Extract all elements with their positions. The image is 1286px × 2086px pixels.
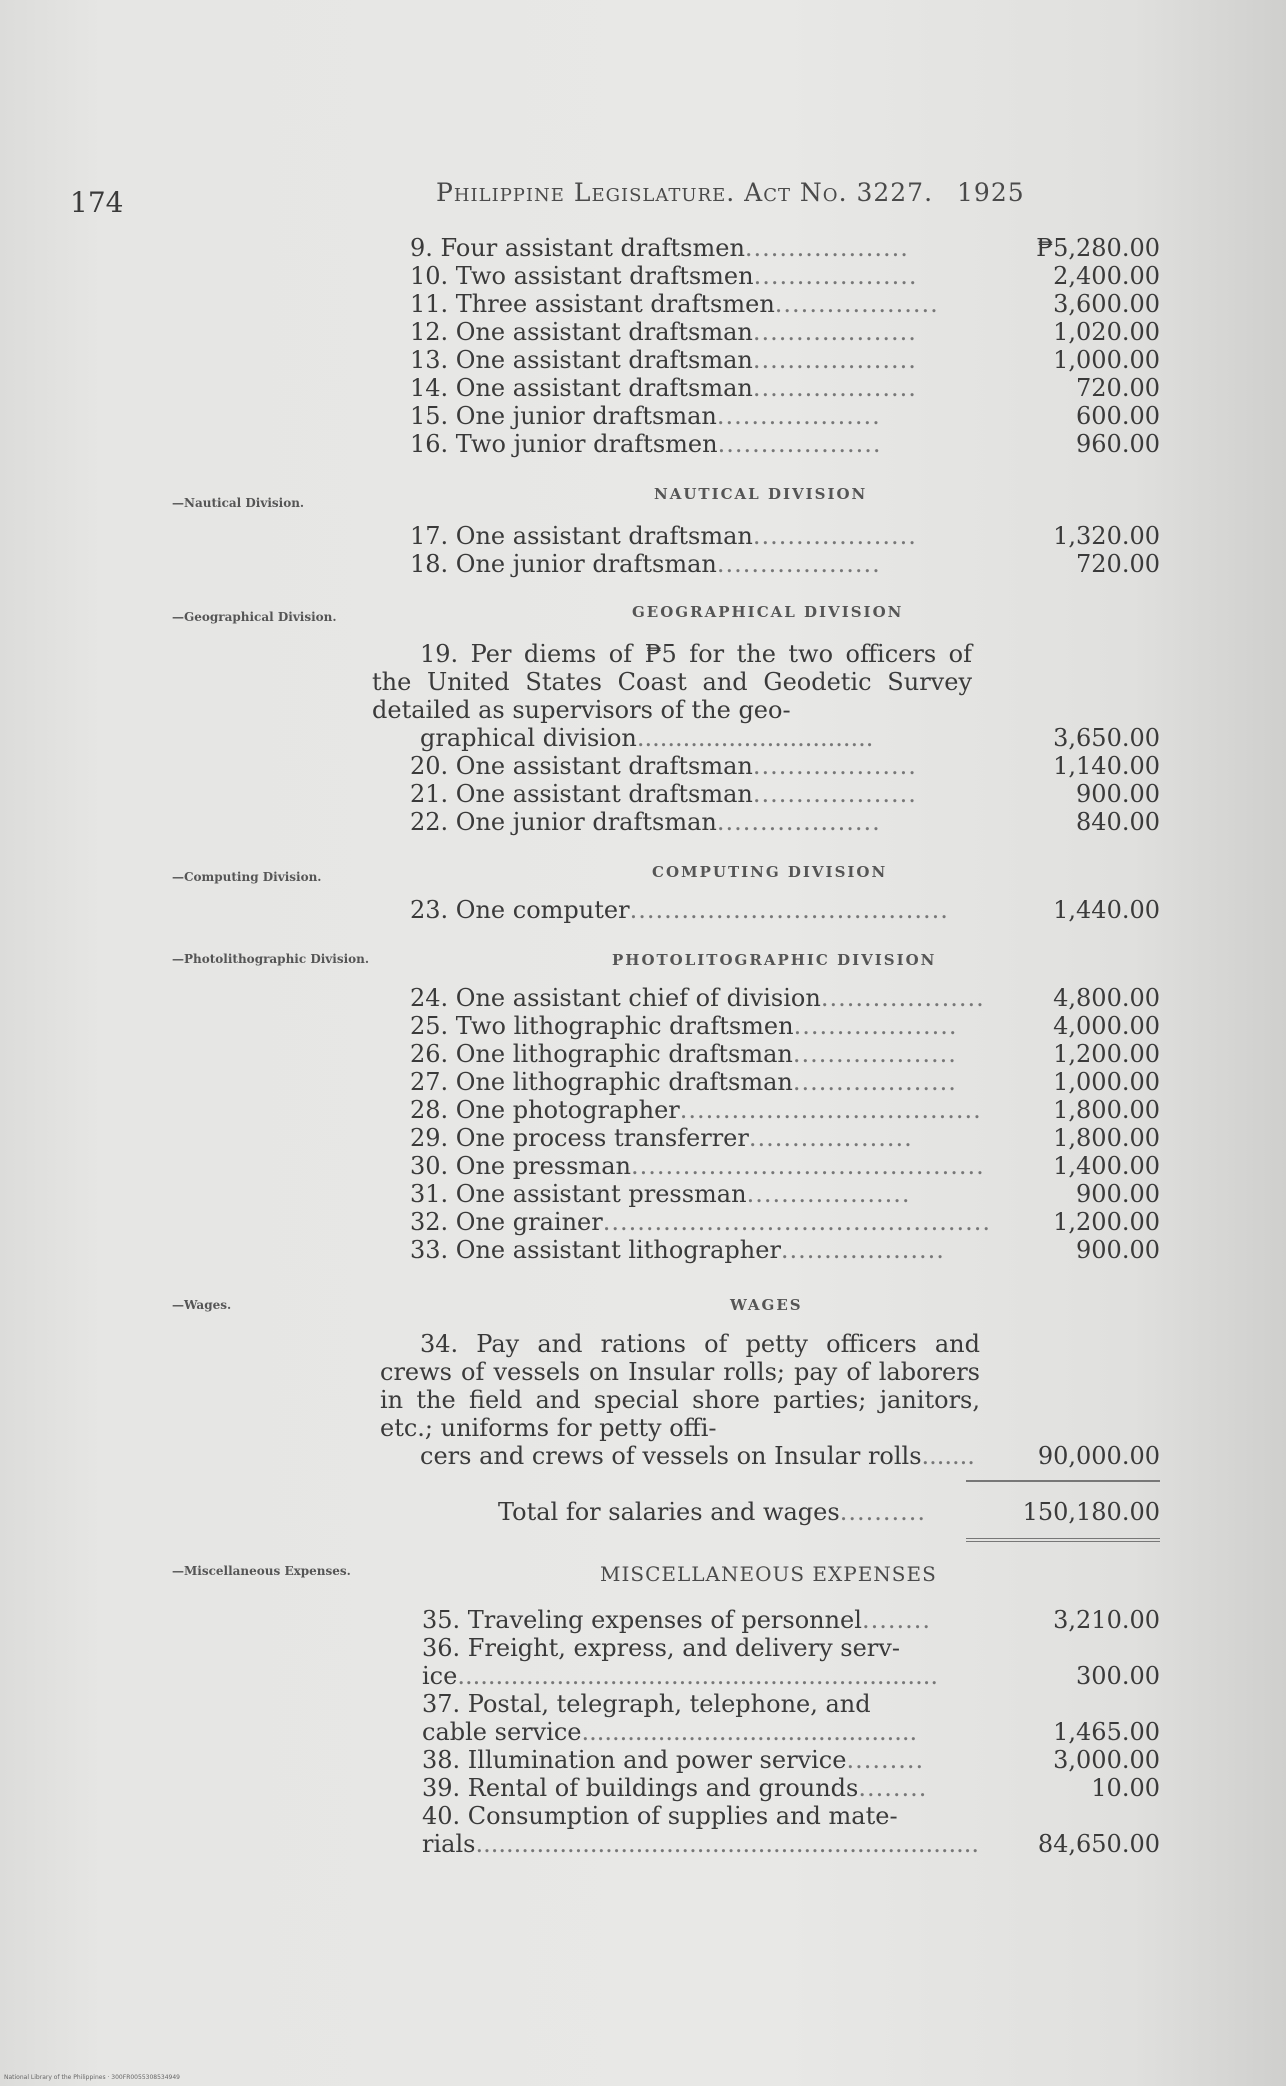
margin-note-nautical: —Nautical Division. <box>172 496 305 510</box>
line-item: 35. Traveling expenses of personnel........ 3,210.00 <box>422 1606 1160 1634</box>
line-item: 38. Illumination and power service......... 3,000.00 <box>422 1746 1160 1774</box>
line-item: 21. One assistant draftsman................... 900.00 <box>410 780 1160 808</box>
line-item: 26. One lithographic draftsman................... 1,200.00 <box>410 1040 1160 1068</box>
margin-note-geographical: —Geographical Division. <box>172 610 337 624</box>
line-item: 24. One assistant chief of division................... 4,800.00 <box>410 984 1160 1012</box>
line-item: 25. Two lithographic draftsmen................... 4,000.00 <box>410 1012 1160 1040</box>
line-item: 32. One grainer............................................. 1,200.00 <box>410 1208 1160 1236</box>
total-amount: 150,180.00 <box>1022 1498 1160 1526</box>
line-item: 13. One assistant draftsman................... 1,000.00 <box>410 346 1160 374</box>
total-row: Total for salaries and wages.......... 150,180.00 <box>498 1498 1160 1526</box>
margin-note-wages: —Wages. <box>172 1298 232 1312</box>
total-rule-double <box>966 1538 1160 1542</box>
total-label: Total for salaries and wages <box>498 1498 840 1526</box>
amount-item-34: 90,000.00 <box>1037 1442 1160 1470</box>
section-title-geographical: GEOGRAPHICAL DIVISION <box>632 603 904 621</box>
line-item: 11. Three assistant draftsmen................... 3,600.00 <box>410 290 1160 318</box>
running-head <box>436 178 1025 207</box>
section-title-photolithographic: PHOTOLITOGRAPHIC DIVISION <box>612 951 937 969</box>
line-item: 30. One pressman......................................... 1,400.00 <box>410 1152 1160 1180</box>
section-title-computing: COMPUTING DIVISION <box>652 863 888 881</box>
running-head-year: 1925 <box>957 178 1025 207</box>
line-item: 27. One lithographic draftsman................... 1,000.00 <box>410 1068 1160 1096</box>
paragraph-item-34: 34. Pay and rations of petty officers and crews of vessels on Insular rolls; pay of laborers in the field and special shore parties; janitors, etc.; uniforms for petty offi- cers and crews of vessels on Insular rolls....... <box>380 1330 980 1470</box>
line-item: 18. One junior draftsman................... 720.00 <box>410 550 1160 578</box>
total-rule-top <box>966 1480 1160 1482</box>
line-item: 33. One assistant lithographer................... 900.00 <box>410 1236 1160 1264</box>
line-item-40: 40. Consumption of supplies and mate- rials.................................................................. <box>422 1802 979 1858</box>
margin-note-miscellaneous: —Miscellaneous Expenses. <box>172 1564 351 1578</box>
line-item-37: 37. Postal, telegraph, telephone, and cable service............................................ <box>422 1690 918 1746</box>
paragraph-item-19: 19. Per diems of ₱5 for the two officers of the United States Coast and Geodetic Survey detailed as supervisors of the geo- graphical division............................... <box>372 640 972 752</box>
line-item: 16. Two junior draftsmen................... 960.00 <box>410 430 1160 458</box>
line-item: 23. One computer..................................... 1,440.00 <box>410 896 1160 924</box>
line-item: 20. One assistant draftsman................... 1,140.00 <box>410 752 1160 780</box>
line-item: 14. One assistant draftsman................... 720.00 <box>410 374 1160 402</box>
line-item: 12. One assistant draftsman................... 1,020.00 <box>410 318 1160 346</box>
margin-note-computing: —Computing Division. <box>172 870 322 884</box>
line-item: 22. One junior draftsman................... 840.00 <box>410 808 1160 836</box>
page-number: 174 <box>70 186 124 219</box>
page-header <box>0 178 1286 218</box>
section-title-nautical: NAUTICAL DIVISION <box>654 485 868 503</box>
line-item: 10. Two assistant draftsmen................... 2,400.00 <box>410 262 1160 290</box>
line-item: 31. One assistant pressman................... 900.00 <box>410 1180 1160 1208</box>
items-geographical <box>370 752 1160 836</box>
amount-item-36: 300.00 <box>1076 1662 1160 1690</box>
items-misc <box>370 1606 1160 1634</box>
items-9-16 <box>370 234 1160 458</box>
line-item: 39. Rental of buildings and grounds........ 10.00 <box>422 1774 1160 1802</box>
amount-item-37: 1,465.00 <box>1053 1718 1160 1746</box>
margin-note-photolithographic: —Photolithographic Division. <box>172 952 370 966</box>
items-computing <box>370 896 1160 924</box>
items-nautical <box>370 522 1160 578</box>
line-item: 28. One photographer................................... 1,800.00 <box>410 1096 1160 1124</box>
items-photolithographic <box>370 984 1160 1264</box>
line-item: 17. One assistant draftsman................... 1,320.00 <box>410 522 1160 550</box>
scan-footer: National Library of the Philippines · 300FR0055308534949 <box>4 2074 180 2081</box>
running-head-title: Philippine Legislature. Act No. 3227. <box>436 178 934 207</box>
line-item: 9. Four assistant draftsmen................... ₱5,280.00 <box>410 234 1160 262</box>
line-item-36: 36. Freight, express, and delivery serv- ice............................................................... <box>422 1634 938 1690</box>
section-title-wages: WAGES <box>730 1296 803 1314</box>
amount-item-19: 3,650.00 <box>1053 724 1160 752</box>
section-title-miscellaneous: MISCELLANEOUS EXPENSES <box>600 1562 937 1586</box>
line-item: 15. One junior draftsman................... 600.00 <box>410 402 1160 430</box>
line-item: 29. One process transferrer................... 1,800.00 <box>410 1124 1160 1152</box>
amount-item-40: 84,650.00 <box>1037 1830 1160 1858</box>
items-misc-2 <box>370 1746 1160 1802</box>
